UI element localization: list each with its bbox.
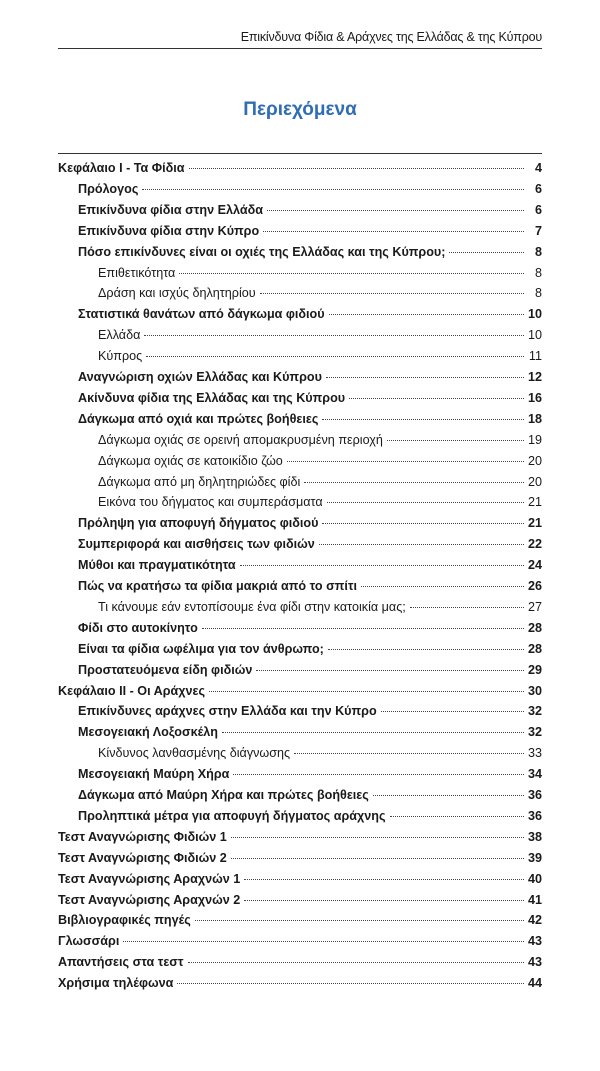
toc-dot-leader	[244, 879, 524, 880]
toc-entry[interactable]	[78, 701, 542, 722]
toc-entry[interactable]	[98, 743, 542, 764]
toc-entry-title: Πώς να κρατήσω τα φίδια μακριά από το σπίτι	[78, 579, 357, 593]
toc-dot-leader	[240, 565, 524, 566]
toc-entry[interactable]	[78, 785, 542, 806]
toc-entry-page-number: 36	[527, 808, 542, 823]
toc-entry[interactable]	[78, 200, 542, 221]
toc-dot-leader	[195, 920, 524, 921]
toc-entry-title: Χρήσιμα τηλέφωνα	[58, 976, 174, 991]
toc-entry-title: Πρόληψη για αποφυγή δήγματος φιδιού	[78, 516, 319, 531]
toc-dot-leader	[222, 732, 524, 733]
toc-dot-leader	[188, 962, 524, 963]
toc-entry[interactable]	[98, 451, 542, 472]
toc-dot-leader	[390, 816, 524, 817]
toc-entry-page-number: 36	[527, 788, 542, 802]
toc-entry-title: Ακίνδυνα φίδια της Ελλάδας και της Κύπρου	[78, 390, 346, 405]
toc-entry-page-number: 43	[527, 955, 542, 970]
toc-entry[interactable]	[58, 931, 542, 952]
toc-entry-page-number: 20	[527, 474, 542, 489]
toc-entry[interactable]	[78, 304, 542, 325]
toc-dot-leader	[319, 544, 524, 545]
toc-entry[interactable]	[98, 263, 542, 284]
toc-entry-page-number: 32	[527, 725, 542, 740]
toc-entry-page-number: 28	[527, 620, 542, 635]
toc-entry[interactable]	[78, 660, 542, 681]
toc-dot-leader	[329, 314, 524, 315]
toc-dot-leader	[179, 273, 524, 274]
toc-entry-page-number: 10	[527, 307, 542, 322]
toc-entry-title: Δράση και ισχύς δηλητηρίου	[98, 286, 256, 301]
toc-entry-page-number: 33	[527, 746, 542, 761]
toc-dot-leader	[260, 293, 524, 294]
toc-entry[interactable]	[58, 952, 542, 973]
toc-entry-page-number: 38	[527, 829, 542, 844]
toc-entry-page-number: 27	[527, 599, 542, 614]
toc-entry[interactable]	[78, 513, 542, 534]
toc-dot-leader	[231, 858, 524, 859]
toc-entry[interactable]	[78, 639, 542, 660]
toc-dot-leader	[410, 607, 524, 608]
toc-entry-page-number: 29	[527, 662, 542, 677]
toc-entry[interactable]	[78, 555, 542, 576]
toc-entry-title: Επικίνδυνες αράχνες στην Ελλάδα και την Κύπρο	[78, 704, 377, 719]
toc-entry-title: Τι κάνουμε εάν εντοπίσουμε ένα φίδι στην κατοικία μας;	[98, 599, 406, 614]
toc-entry-page-number: 8	[534, 286, 542, 301]
toc-entry-title: Τεστ Αναγνώρισης Φιδιών 1	[58, 829, 227, 844]
toc-entry[interactable]	[58, 869, 542, 890]
toc-dot-leader	[349, 398, 524, 399]
toc-entry-page-number: 18	[527, 411, 542, 426]
toc-entry-page-number: 42	[527, 913, 542, 928]
toc-entry-page-number: 20	[527, 453, 542, 468]
toc-dot-leader	[373, 795, 524, 796]
toc-dot-leader	[287, 461, 524, 462]
toc-dot-leader	[231, 837, 524, 838]
toc-entry-page-number: 12	[527, 370, 542, 384]
toc-entry[interactable]	[98, 325, 542, 346]
toc-entry-title: Δάγκωμα από Μαύρη Χήρα και πρώτες βοήθειες	[78, 788, 369, 802]
running-header	[58, 30, 542, 49]
toc-entry-page-number: 21	[527, 516, 542, 531]
toc-entry-title: Επικίνδυνα φίδια στην Ελλάδα	[78, 202, 263, 217]
toc-entry[interactable]	[78, 764, 542, 785]
toc-entry[interactable]	[78, 367, 542, 388]
toc-entry-page-number: 32	[527, 704, 542, 719]
toc-entry-title: Κίνδυνος λανθασμένης διάγνωσης	[98, 746, 291, 761]
toc-dot-leader	[267, 210, 524, 211]
toc-entry-title: Φίδι στο αυτοκίνητο	[78, 620, 198, 635]
toc-entry-page-number: 24	[527, 558, 542, 573]
toc-entry-title: Γλωσσάρι	[58, 934, 120, 949]
toc-entry-title: Πρόλογος	[78, 181, 139, 196]
toc-entry-page-number: 6	[534, 202, 542, 217]
toc-entry-title: Βιβλιογραφικές πηγές	[58, 913, 191, 928]
toc-entry[interactable]	[78, 618, 542, 639]
toc-entry-page-number: 40	[527, 871, 542, 886]
toc-entry-title: Κεφάλαιο ΙΙ - Οι Αράχνες	[58, 683, 206, 698]
toc-dot-leader	[256, 670, 524, 671]
toc-entry-title: Δάγκωμα οχιάς σε κατοικίδιο ζώο	[98, 453, 283, 468]
toc-dot-leader	[304, 482, 524, 483]
toc-entry-page-number: 22	[527, 537, 542, 552]
toc-dot-leader	[233, 774, 524, 775]
toc-entry[interactable]	[98, 597, 542, 618]
toc-entry[interactable]	[78, 179, 542, 200]
toc-entry[interactable]	[78, 388, 542, 409]
toc-entry[interactable]	[78, 576, 542, 597]
toc-entry[interactable]	[58, 848, 542, 869]
toc-entry-title: Προστατευόμενα είδη φιδιών	[78, 662, 253, 677]
toc-entry-title: Μύθοι και πραγματικότητα	[78, 558, 236, 573]
toc-entry[interactable]	[98, 430, 542, 451]
toc-entry-title: Απαντήσεις στα τεστ	[58, 955, 184, 970]
toc-entry-page-number: 21	[527, 495, 542, 510]
toc-entry-page-number: 8	[534, 244, 542, 259]
toc-dot-leader	[244, 900, 524, 901]
toc-entry-title: Προληπτικά μέτρα για αποφυγή δήγματος αράχνης	[78, 808, 386, 823]
toc-dot-leader	[209, 691, 524, 692]
toc-entry-page-number: 7	[534, 223, 542, 238]
toc-entry-page-number: 43	[527, 934, 542, 949]
toc-entry[interactable]	[58, 681, 542, 702]
toc-entry-title: Δάγκωμα οχιάς σε ορεινή απομακρυσμένη περιοχή	[98, 432, 383, 447]
toc-entry[interactable]	[78, 722, 542, 743]
toc-entry[interactable]	[98, 472, 542, 493]
toc-dot-leader	[189, 168, 524, 169]
page-title: Περιεχόμενα	[243, 99, 357, 120]
toc-dot-leader	[144, 335, 524, 336]
toc-entry-page-number: 28	[527, 641, 542, 656]
table-of-contents	[58, 153, 542, 994]
toc-entry-page-number: 4	[534, 161, 542, 175]
toc-dot-leader	[326, 377, 524, 378]
toc-entry-page-number: 11	[528, 349, 542, 364]
toc-entry-page-number: 34	[527, 767, 542, 782]
toc-entry-title: Στατιστικά θανάτων από δάγκωμα φιδιού	[78, 307, 325, 322]
toc-entry-title: Δάγκωμα από μη δηλητηριώδες φίδι	[98, 474, 301, 489]
toc-entry-page-number: 10	[527, 328, 542, 343]
toc-entry[interactable]	[78, 806, 542, 827]
toc-dot-leader	[449, 252, 524, 253]
running-header-title: Επικίνδυνα Φίδια & Αράχνες της Ελλάδας & της Κύπρου	[240, 30, 542, 44]
toc-entry-page-number: 39	[527, 850, 542, 865]
toc-entry[interactable]	[98, 492, 542, 513]
toc-entry[interactable]	[78, 242, 542, 263]
toc-entry-page-number: 30	[527, 683, 542, 698]
toc-dot-leader	[387, 440, 524, 441]
toc-dot-leader	[322, 419, 524, 420]
toc-entry-title: Κεφάλαιο Ι - Τα Φίδια	[58, 161, 185, 175]
toc-dot-leader	[146, 356, 524, 357]
toc-dot-leader	[142, 189, 524, 190]
toc-entry[interactable]	[78, 409, 542, 430]
toc-entry[interactable]	[98, 346, 542, 367]
toc-entry-page-number: 16	[527, 390, 542, 405]
toc-entry-title: Ελλάδα	[98, 328, 141, 343]
toc-entry-title: Πόσο επικίνδυνες είναι οι οχιές της Ελλάδας και της Κύπρου;	[78, 244, 446, 259]
toc-entry-title: Επιθετικότητα	[98, 265, 176, 280]
toc-entry-title: Κύπρος	[98, 349, 143, 364]
toc-entry[interactable]	[98, 283, 542, 304]
toc-entry[interactable]	[58, 827, 542, 848]
toc-entry-title: Αναγνώριση οχιών Ελλάδας και Κύπρου	[78, 370, 322, 384]
toc-entry[interactable]	[78, 534, 542, 555]
toc-dot-leader	[381, 711, 524, 712]
toc-entry-title: Εικόνα του δήγματος και συμπεράσματα	[98, 495, 323, 510]
toc-dot-leader	[294, 753, 524, 754]
toc-dot-leader	[322, 523, 524, 524]
toc-entry-page-number: 8	[534, 265, 542, 280]
toc-entry-page-number: 26	[527, 579, 542, 593]
toc-entry-title: Τεστ Αναγνώρισης Αραχνών 1	[58, 871, 241, 886]
toc-entry-title: Επικίνδυνα φίδια στην Κύπρο	[78, 223, 260, 238]
toc-entry-title: Δάγκωμα από οχιά και πρώτες βοήθειες	[78, 411, 319, 426]
toc-dot-leader	[123, 941, 524, 942]
toc-dot-leader	[202, 628, 524, 629]
toc-dot-leader	[177, 983, 524, 984]
toc-entry[interactable]	[58, 158, 542, 179]
toc-entry-page-number: 41	[527, 892, 542, 907]
toc-entry-title: Τεστ Αναγνώρισης Φιδιών 2	[58, 850, 227, 865]
toc-entry-title: Είναι τα φίδια ωφέλιμα για τον άνθρωπο;	[78, 641, 324, 656]
toc-entry[interactable]	[58, 973, 542, 994]
toc-entry-title: Μεσογειακή Λοξοσκέλη	[78, 725, 219, 740]
toc-entry-page-number: 6	[534, 181, 542, 196]
toc-entry[interactable]	[58, 910, 542, 931]
toc-entry-page-number: 44	[527, 976, 542, 991]
toc-dot-leader	[263, 231, 524, 232]
toc-entry-title: Τεστ Αναγνώρισης Αραχνών 2	[58, 892, 241, 907]
toc-dot-leader	[361, 586, 524, 587]
toc-entry-title: Μεσογειακή Μαύρη Χήρα	[78, 767, 230, 782]
toc-entry-page-number: 19	[527, 432, 542, 447]
toc-dot-leader	[327, 502, 524, 503]
toc-dot-leader	[328, 649, 524, 650]
toc-entry[interactable]	[58, 890, 542, 911]
toc-entry[interactable]	[78, 221, 542, 242]
toc-entry-title: Συμπεριφορά και αισθήσεις των φιδιών	[78, 537, 315, 552]
